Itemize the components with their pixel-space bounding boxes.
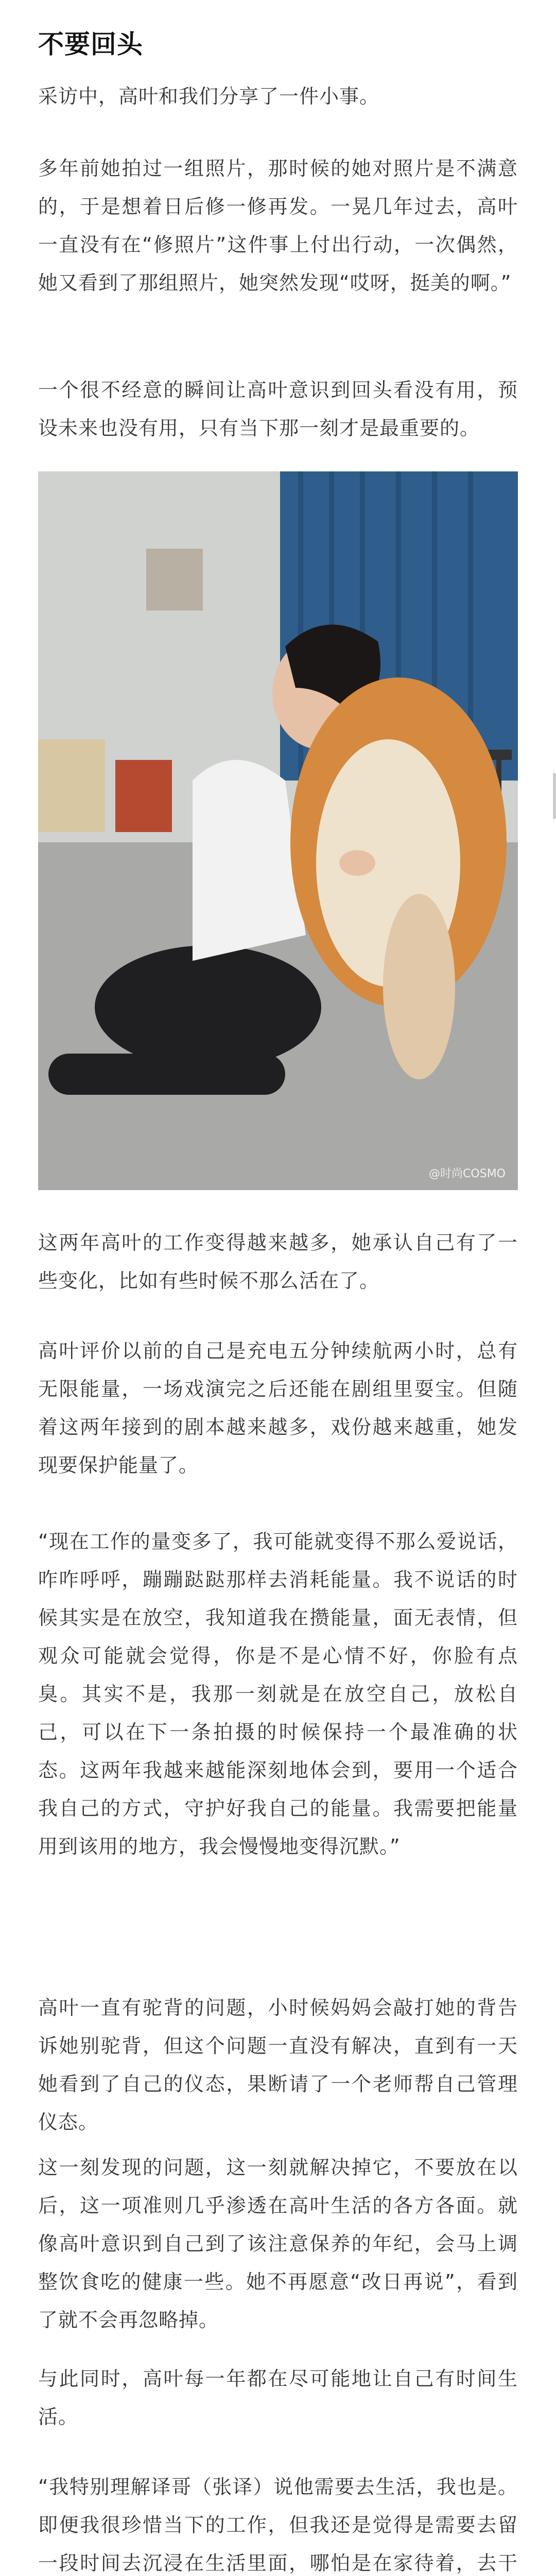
paragraph: “我特别理解译哥（张译）说他需要去生活，我也是。即便我很珍惜当下的工作，但我还是觉得是需要去留一段时间去沉浸在生活里面，哪怕是在家待着，去干: [38, 2476, 518, 2574]
paragraph: 采访中，高叶和我们分享了一件小事。: [38, 85, 380, 108]
paragraph: 高叶评价以前的自己是充电五分钟续航两小时，总有无限能量，一场戏演完之后还能在剧组里耍宝。但随着这两年接到的剧本越来越多，戏份越来越重，她发现要保护能量了。: [38, 1340, 518, 1477]
paragraph: 多年前她拍过一组照片，那时候的她对照片是不满意的，于是想着日后修一修再发。一晃几年过去，高叶一直没有在“修照片”这件事上付出行动，一次偶然，她又看到了那组照片，她突然发现“哎呀，挺美的啊。”: [38, 157, 518, 294]
paragraph: 一个很不经意的瞬间让高叶意识到回头看没有用，预设未来也没有用，只有当下那一刻才是最重要的。: [38, 379, 518, 439]
article-title: 不要回头: [38, 29, 143, 59]
paragraph: 高叶一直有驼背的问题，小时候妈妈会敲打她的背告诉她别驼背，但这个问题一直没有解决，直到有一天她看到了自己的仪态，果断请了一个老师帮自己管理仪态。: [38, 1996, 518, 2133]
paragraph: “现在工作的量变多了，我可能就变得不那么爱说话，咋咋呼呼，蹦蹦跶跶那样去消耗能量。我不说话的时候其实是在放空，我知道我在攒能量，面无表情，但观众可能就会觉得，你是不是心情不好，你脸有点臭。其实不是，我那一刻就是在放空自己，放松自己，可以在下一条拍摄的时候保持一个最准确的状态。这两年我越来越能深刻地体会到，要用一个适合我自己的方式，守护好我自己的能量。我需要把能量用到该用的地方，我会慢慢地变得沉默。”: [38, 1530, 518, 1858]
article-photo-1: [38, 471, 518, 1190]
paragraph: 这两年高叶的工作变得越来越多，她承认自己有了一些变化，比如有些时候不那么活在了。: [38, 1231, 518, 1292]
scrollbar-thumb[interactable]: [553, 773, 556, 819]
paragraph: 与此同时，高叶每一年都在尽可能地让自己有时间生活。: [38, 2367, 518, 2428]
photo-woman-with-dog: [38, 471, 518, 1190]
photo-watermark: @时尚COSMO: [429, 1167, 506, 1180]
paragraph: 这一刻发现的问题，这一刻就解决掉它，不要放在以后，这一项准则几乎渗透在高叶生活的各方各面。就像高叶意识到自己到了该注意保养的年纪，会马上调整饮食吃的健康一些。她不再愿意“改日再说”，看到了就不会再忽略掉。: [38, 2156, 518, 2331]
